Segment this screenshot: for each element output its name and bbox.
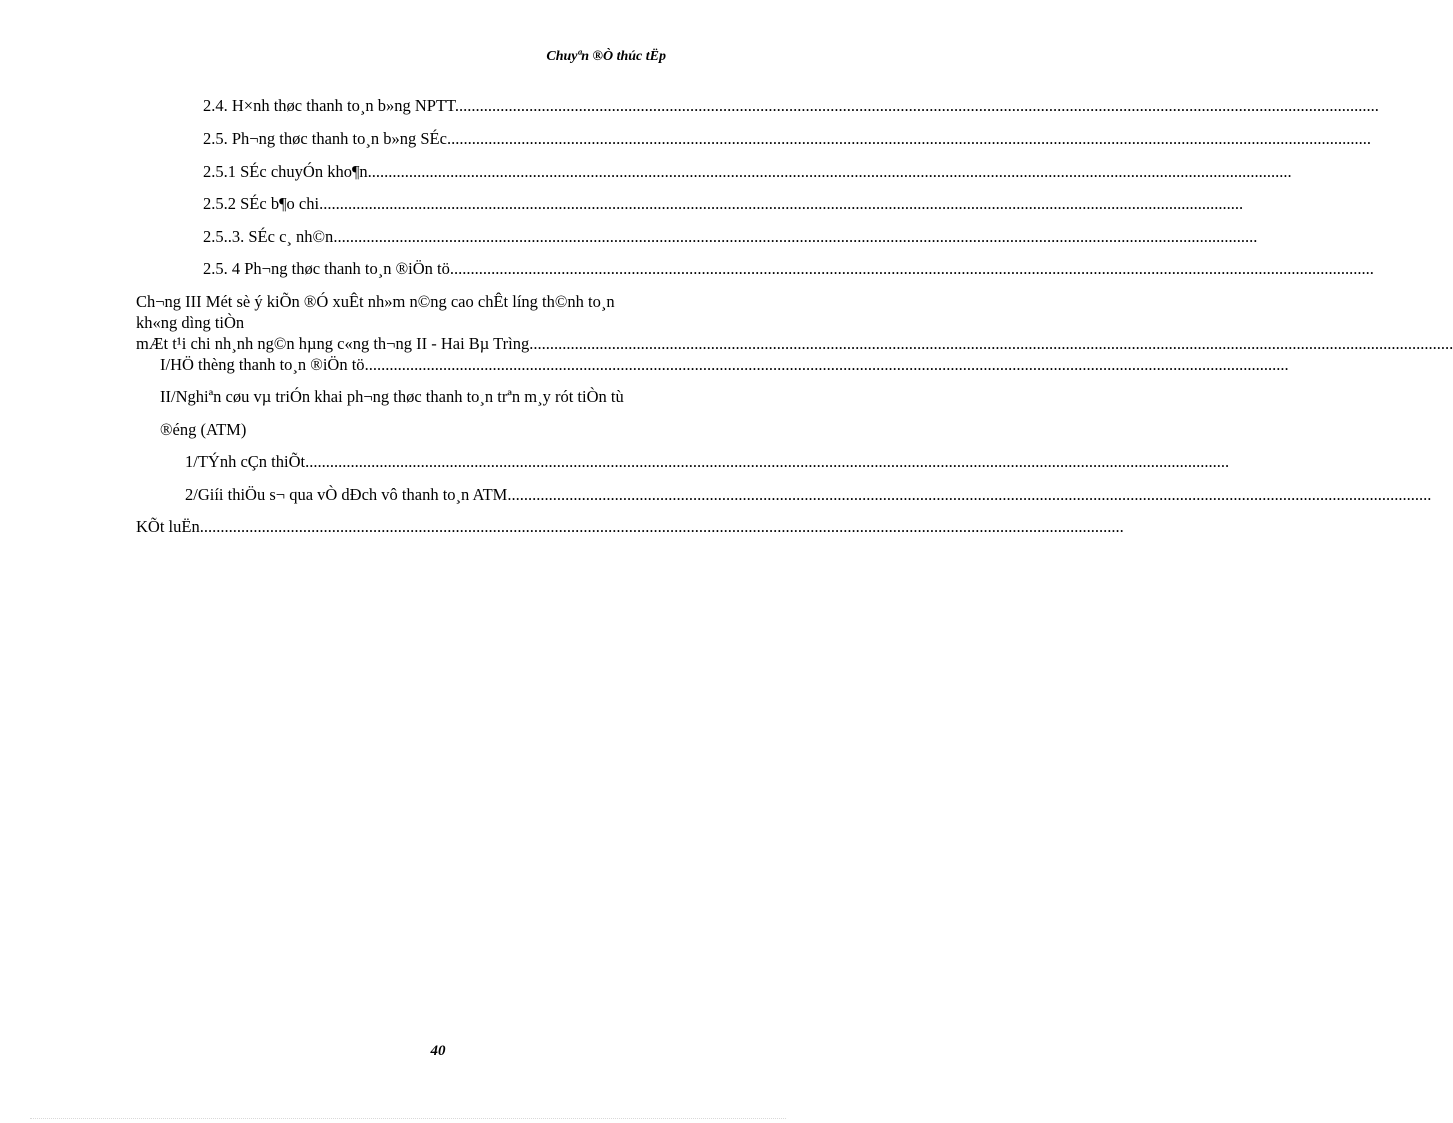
toc-chapter-title-line[interactable]: Ch¬ng III Mét sè ý kiÕn ®Ó xuÊt nh»m n©ng cao chÊt líng th©nh to¸n [136, 292, 615, 311]
toc-entry[interactable] [136, 334, 1453, 354]
dot-leader: ................................................................................................................................................................................................................................ [446, 129, 1371, 148]
toc-entry[interactable] [185, 452, 1230, 472]
dot-leader: ................................................................................................................................................................................................................................ [454, 96, 1379, 115]
toc-entry-text: 2.5..3. SÉc c¸ nh©n [203, 227, 334, 246]
dot-leader: ................................................................................................................................................................................................................................ [364, 355, 1289, 374]
dot-leader: ................................................................................................................................................................................................................................ [333, 227, 1258, 246]
dot-leader: ................................................................................................................................................................................................................................ [507, 485, 1432, 504]
toc-section-title-line[interactable]: II/Nghiªn cøu vµ triÓn khai ph¬ng thøc thanh to¸n trªn m¸y rót tiÒn tù [160, 387, 624, 406]
toc-entry-text: mÆt t¹i chi nh¸nh ng©n hµng c«ng th¬ng II - Hai Bµ Trìng [136, 334, 530, 353]
toc-entry[interactable] [203, 227, 1258, 247]
page-number: 40 [430, 1043, 446, 1059]
toc-entry-text: I/HÖ thèng thanh to¸n ®iÖn tö [160, 355, 365, 374]
page-bottom-border [30, 1118, 786, 1119]
toc-entry-text: 2.4. H×nh thøc thanh to¸n b»ng NPTT [203, 96, 455, 115]
toc-entry[interactable] [203, 162, 1292, 182]
toc-entry[interactable] [203, 194, 1244, 214]
toc-entry-text: 2.5. 4 Ph¬ng thøc thanh to¸n ®iÖn tö [203, 259, 450, 278]
toc-entry[interactable] [136, 517, 1124, 537]
running-header: Chuyªn ®Ò thúc tËp [546, 49, 666, 64]
toc-entry[interactable] [160, 355, 1289, 375]
dot-leader: ................................................................................................................................................................................................................................ [449, 259, 1374, 278]
toc-entry-text: KÕt luËn [136, 517, 200, 536]
toc-entry-text: 2.5. Ph¬ng thøc thanh to¸n b»ng SÉc [203, 129, 447, 148]
toc-entry[interactable] [203, 129, 1371, 149]
dot-leader: ................................................................................................................................................................................................................................ [305, 452, 1230, 471]
dot-leader: ................................................................................................................................................................................................................................ [529, 334, 1453, 353]
toc-entry-text: 2.5.1 SÉc chuyÓn kho¶n [203, 162, 368, 181]
toc-section-title-line[interactable]: ®éng (ATM) [160, 420, 247, 439]
toc-entry[interactable] [203, 96, 1379, 116]
dot-leader: ................................................................................................................................................................................................................................ [367, 162, 1292, 181]
toc-entry-text: 1/TÝnh cÇn thiÕt [185, 452, 306, 471]
toc-entry-text: 2.5.2 SÉc b¶o chi [203, 194, 320, 213]
toc-entry[interactable] [203, 259, 1374, 279]
toc-chapter-title-line[interactable]: kh«ng dìng tiÒn [136, 313, 245, 332]
dot-leader: ................................................................................................................................................................................................................................ [319, 194, 1244, 213]
toc-entry[interactable] [185, 485, 1432, 505]
toc-entry-text: 2/Giíi thiÖu s¬ qua vÒ dÐch vô thanh to¸n ATM [185, 485, 508, 504]
dot-leader: ................................................................................................................................................................................................................................ [199, 517, 1124, 536]
